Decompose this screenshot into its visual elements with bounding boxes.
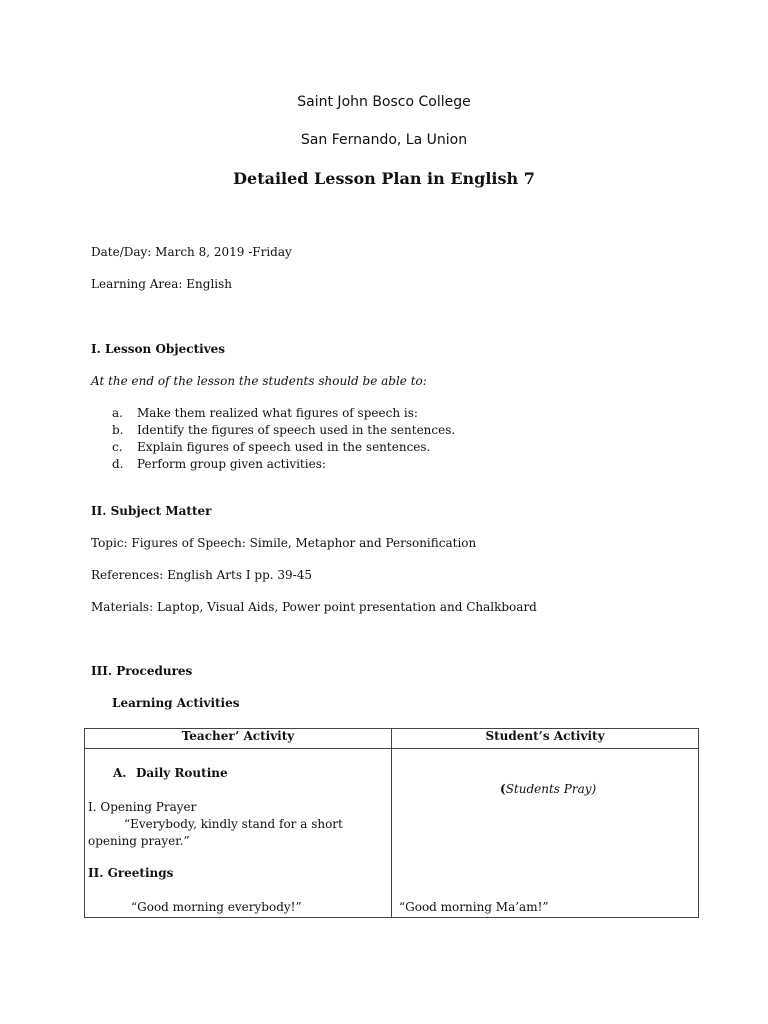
school-location: San Fernando, La Union: [300, 132, 468, 148]
list-item-text: Perform group given activities:: [137, 457, 326, 471]
document-title: Detailed Lesson Plan in English 7: [233, 169, 535, 188]
subject-heading: II. Subject Matter: [91, 504, 212, 518]
materials-line: Materials: Laptop, Visual Aids, Power point presentation and Chalkboard: [91, 600, 537, 614]
date-line: Date/Day: March 8, 2019 -Friday: [91, 245, 292, 259]
student-pray-note: [500, 782, 596, 796]
list-marker: b.: [112, 423, 124, 437]
opening-prayer-heading: I. Opening Prayer: [88, 800, 197, 814]
teacher-activity-header: Teacher’ Activity: [85, 729, 392, 749]
teacher-activity-cell: [85, 749, 392, 918]
school-name: Saint John Bosco College: [297, 94, 471, 110]
list-marker: d.: [112, 457, 124, 471]
prayer-instruction-line2: opening prayer.”: [88, 834, 190, 848]
daily-routine-label: Daily Routine: [136, 766, 228, 780]
list-item: [112, 422, 455, 439]
objectives-intro: At the end of the lesson the students should be able to:: [91, 374, 427, 388]
learning-activities-heading: Learning Activities: [112, 696, 240, 710]
table-row: [85, 749, 699, 918]
activities-table: [84, 728, 699, 918]
list-item-text: Explain figures of speech used in the sentences.: [137, 440, 431, 454]
list-marker: c.: [112, 440, 123, 454]
routine-marker: A.: [113, 766, 127, 780]
list-item: [112, 456, 455, 473]
list-item-text: Make them realized what figures of speech is:: [137, 406, 418, 420]
greetings-heading: II. Greetings: [88, 866, 174, 880]
procedures-heading: III. Procedures: [91, 664, 193, 678]
student-pray-paren: (: [500, 782, 506, 796]
student-pray-text: Students Pray): [505, 782, 597, 796]
table-header-row: [85, 729, 699, 749]
list-item: [112, 405, 455, 422]
teacher-greeting: “Good morning everybody!”: [131, 900, 302, 914]
list-item: [112, 439, 455, 456]
learning-area-line: Learning Area: English: [91, 277, 232, 291]
student-activity-header: Student’s Activity: [392, 729, 699, 749]
topic-line: Topic: Figures of Speech: Simile, Metaphor and Personification: [91, 536, 477, 550]
list-item-text: Identify the figures of speech used in the sentences.: [137, 423, 456, 437]
student-activity-cell: [392, 749, 699, 918]
objectives-heading: I. Lesson Objectives: [91, 342, 226, 356]
references-line: References: English Arts I pp. 39-45: [91, 568, 312, 582]
student-greeting: “Good morning Ma’am!”: [399, 900, 549, 914]
objectives-list: [112, 405, 455, 473]
list-marker: a.: [112, 406, 123, 420]
prayer-instruction-line1: “Everybody, kindly stand for a short: [124, 817, 343, 831]
